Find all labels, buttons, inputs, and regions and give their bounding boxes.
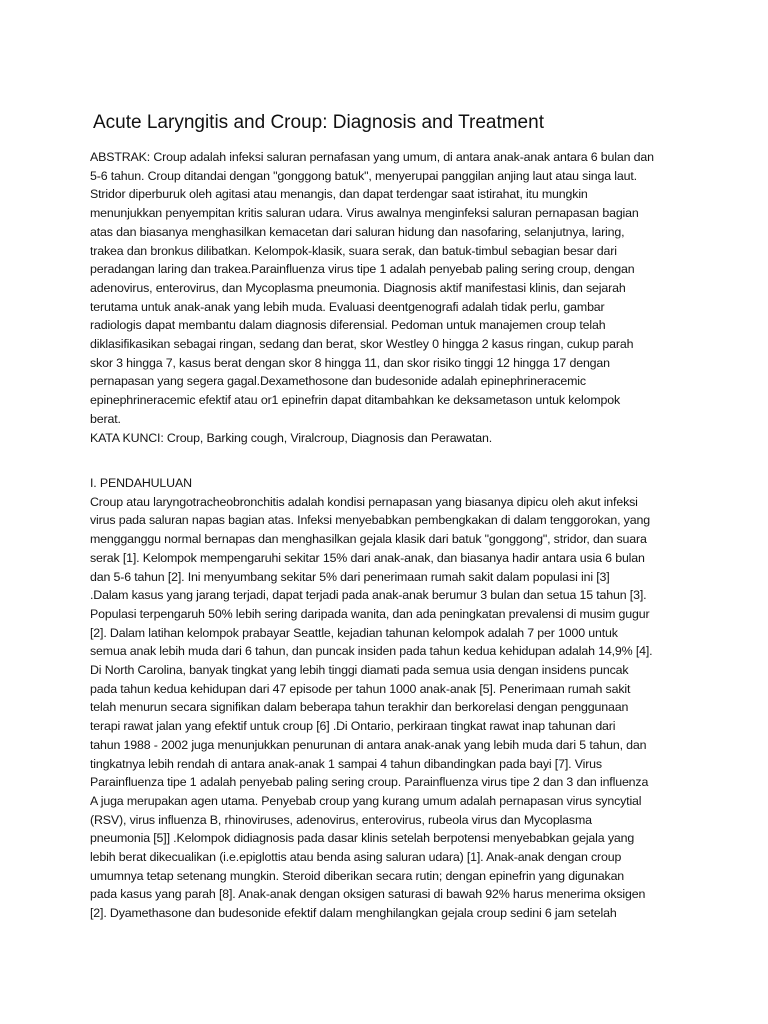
text-line: adenovirus, enterovirus, dan Mycoplasma pneumonia. Diagnosis aktif manifestasi klinis, dan sejarah bbox=[90, 280, 626, 295]
text-line: (RSV), virus influenza B, rhinoviruses, adenovirus, enterovirus, rubeola virus dan Mycoplasma bbox=[90, 812, 592, 827]
text-line: pada tahun kedua kehidupan dari 47 episode per tahun 1000 anak-anak [5]. Penerimaan rumah sakit bbox=[90, 681, 631, 696]
text-line: trakea dan bronkus dilibatkan. Kelompok-klasik, suara serak, dan batuk-timbul sebagian besar dari bbox=[90, 243, 617, 258]
text-line: tahun 1988 - 2002 juga menunjukkan penurunan di antara anak-anak yang lebih muda dari 5 tahun, dan bbox=[90, 737, 647, 752]
text-line: lebih berat dikecualikan (i.e.epiglottis atau benda asing saluran udara) [1]. Anak-anak dengan croup bbox=[90, 850, 622, 865]
text-line: terapi rawat jalan yang efektif untuk croup [6] .Di Ontario, perkiraan tingkat rawat inap tahunan dari bbox=[90, 719, 616, 734]
text-line: Croup atau laryngotracheobronchitis adalah kondisi pernapasan yang biasanya dipicu oleh akut infeksi bbox=[90, 494, 638, 509]
text-line: radiologis dapat membantu dalam diagnosis diferensial. Pedoman untuk manajemen croup telah bbox=[90, 318, 606, 333]
text-line: pada kasus yang parah [8]. Anak-anak dengan oksigen saturasi di bawah 92% harus menerima oksigen bbox=[90, 887, 646, 902]
document-title: Acute Laryngitis and Croup: Diagnosis and Treatment bbox=[93, 112, 544, 133]
text-line: tingkatnya lebih rendah di antara anak-anak 1 sampai 4 tahun dibandingkan pada bayi [7]. Virus bbox=[90, 756, 602, 771]
text-line: dan 5-6 tahun [2]. Ini menyumbang sekitar 5% dari penerimaan rumah sakit dalam populasi ini [3] bbox=[90, 569, 610, 584]
text-line: Populasi terpengaruh 50% lebih sering daripada wanita, dan ada peningkatan prevalensi di musim gugur bbox=[90, 606, 650, 621]
text-line: mengganggu normal bernapas dan menghasilkan gejala klasik dari batuk "gonggong", stridor, dan suara bbox=[90, 532, 647, 547]
abstract-block bbox=[90, 148, 678, 447]
text-line: umumnya tetap setenang mungkin. Steroid diberikan secara rutin; dengan epinefrin yang digunakan bbox=[90, 868, 625, 883]
text-line: Di North Carolina, banyak tingkat yang lebih tinggi diamati pada semua usia dengan insidens puncak bbox=[90, 663, 629, 678]
text-line: skor 3 hingga 7, kasus berat dengan skor 8 hingga 11, dan skor risiko tinggi 12 hingga 17 dengan bbox=[90, 355, 610, 370]
text-line: telah menurun secara signifikan dalam beberapa tahun terakhir dan berkorelasi dengan penggunaan bbox=[90, 700, 629, 715]
text-line: semua anak lebih muda dari 6 tahun, dan puncak insiden pada tahun kedua kehidupan adalah 14,9% [4]. bbox=[90, 644, 653, 659]
introduction-section bbox=[90, 474, 678, 923]
text-line: ABSTRAK: Croup adalah infeksi saluran pernafasan yang umum, di antara anak-anak antara 6 bulan dan bbox=[90, 150, 654, 164]
text-line: atas dan biasanya menghasilkan kemacetan dari saluran hidung dan nasofaring, selanjutnya, laring, bbox=[90, 224, 625, 239]
text-line: peradangan laring dan trakea.Parainfluenza virus tipe 1 adalah penyebab paling sering croup, dengan bbox=[90, 262, 635, 277]
text-line: diklasifikasikan sebagai ringan, sedang dan berat, skor Westley 0 hingga 2 kasus ringan, cukup parah bbox=[90, 337, 634, 352]
text-line: Parainfluenza tipe 1 adalah penyebab paling sering croup. Parainfluenza virus tipe 2 dan 3 dan influenza bbox=[90, 775, 649, 790]
text-line: serak [1]. Kelompok mempengaruhi sekitar 15% dari anak-anak, dan biasanya hadir antara usia 6 bulan bbox=[90, 550, 645, 565]
text-line: .Dalam kasus yang jarang terjadi, dapat terjadi pada anak-anak berumur 3 bulan dan setua 15 tahun [3]. bbox=[90, 588, 647, 603]
text-line: [2]. Dalam latihan kelompok prabayar Seattle, kejadian tahunan kelompok adalah 7 per 1000 untuk bbox=[90, 625, 618, 640]
text-line: 5-6 tahun. Croup ditandai dengan "gonggong batuk", menyerupai panggilan anjing laut atau singa laut. bbox=[90, 168, 637, 183]
text-line: virus pada saluran napas bagian atas. Infeksi menyebabkan pembengkakan di dalam tenggorokan, yang bbox=[90, 513, 650, 528]
text-line: pernapasan yang segera gagal.Dexamethosone dan budesonide adalah epinephrineracemic bbox=[90, 374, 586, 389]
text-line: Stridor diperburuk oleh agitasi atau menangis, dan dapat terdengar saat istirahat, itu mungkin bbox=[90, 187, 588, 202]
text-line: KATA KUNCI: Croup, Barking cough, Viralcroup, Diagnosis dan Perawatan. bbox=[90, 430, 493, 445]
text-line: I. PENDAHULUAN bbox=[90, 476, 192, 490]
text-line: [2]. Dyamethasone dan budesonide efektif dalam menghilangkan gejala croup sedini 6 jam setelah bbox=[90, 906, 617, 921]
text-line: epinephrineracemic efektif atau or1 epinefrin dapat ditambahkan ke deksametason untuk kelompok bbox=[90, 393, 621, 408]
text-line: menunjukkan penyempitan kritis saluran udara. Virus awalnya menginfeksi saluran pernapasan bagian bbox=[90, 206, 639, 221]
text-line: terutama untuk anak-anak yang lebih muda. Evaluasi deentgenografi adalah tidak perlu, gambar bbox=[90, 299, 605, 314]
text-line: A juga merupakan agen utama. Penyebab croup yang kurang umum adalah pernapasan virus syncytial bbox=[90, 793, 642, 808]
text-line: pneumonia [5]] .Kelompok didiagnosis pada dasar klinis setelah berpotensi menyebabkan gejala yang bbox=[90, 831, 635, 846]
text-line: berat. bbox=[90, 411, 121, 426]
